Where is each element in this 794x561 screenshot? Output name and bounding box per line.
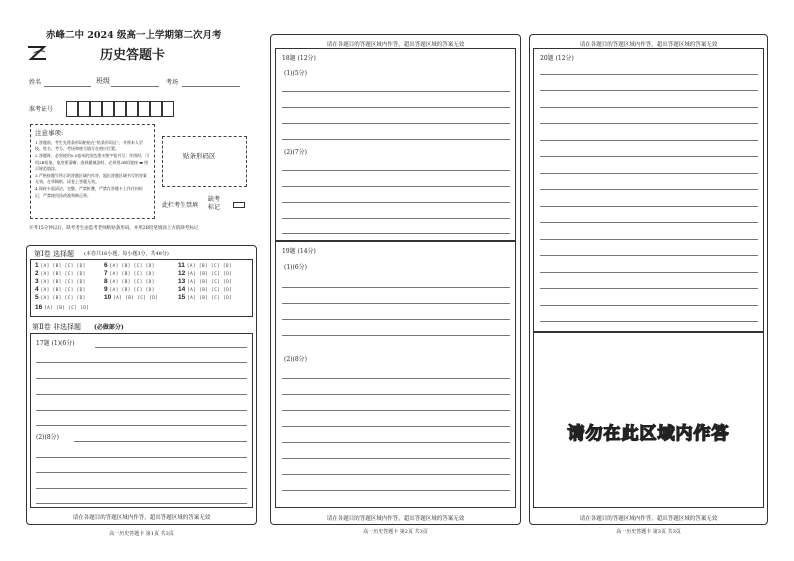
id-cell[interactable]	[126, 101, 138, 117]
q19-answer-box	[275, 241, 516, 508]
answer-bubbles[interactable]: [A] [B] [C] [D]	[40, 280, 86, 285]
section1-title: 第Ⅰ卷 选择题	[34, 250, 74, 258]
answer-line[interactable]	[282, 218, 510, 219]
answer-region-warning: 请在各题目的答题区域内作答，超出答题区域的答案无效	[72, 515, 211, 521]
supervisor-note: 开考15分钟以后，缺考考生由监考老师粘贴条形码，并用2B铅笔填涂上方的缺考标记	[29, 226, 199, 231]
answer-line[interactable]	[540, 239, 758, 240]
question-number: 2	[35, 270, 39, 277]
name-label: 姓名	[29, 79, 42, 86]
answer-line[interactable]	[36, 425, 247, 426]
school-logo-icon	[26, 43, 48, 63]
answer-line[interactable]	[36, 362, 247, 363]
room-label: 考场	[166, 79, 179, 86]
question-number: 12	[178, 270, 186, 277]
question-number: 9	[104, 286, 108, 293]
answer-line[interactable]	[282, 123, 510, 124]
id-cell[interactable]	[78, 101, 90, 117]
barcode-area[interactable]	[162, 136, 247, 187]
answer-line[interactable]	[540, 74, 758, 75]
answer-line[interactable]	[282, 186, 510, 187]
question-number: 7	[104, 270, 108, 277]
answer-line[interactable]	[282, 319, 510, 320]
q18-part2-label: (2)(7分)	[284, 149, 307, 156]
absent-mark-box[interactable]	[233, 202, 245, 208]
answer-bubbles[interactable]: [A] [B] [C] [D]	[40, 272, 86, 277]
notice-item: 4.保持卡面清洁，完整，严禁折叠，严禁在答题卡上作任何标记，严禁使用涂改液和修正带。	[35, 186, 143, 198]
question-number: 1	[35, 262, 39, 269]
absent-label: 缺考标记	[208, 196, 221, 212]
answer-line[interactable]	[540, 189, 758, 190]
question-number: 15	[178, 294, 186, 301]
page-footer: 高一历史答题卡 第2页 共3页	[363, 529, 428, 535]
answer-line[interactable]	[282, 91, 510, 92]
exam-title: 赤峰二中 2024 级高一上学期第二次月考	[46, 30, 222, 41]
answer-line[interactable]	[540, 123, 758, 124]
answer-line[interactable]	[540, 140, 758, 141]
name-field[interactable]	[44, 86, 91, 87]
q18-label: 18题 (12分)	[282, 55, 316, 62]
answer-line[interactable]	[540, 305, 758, 306]
answer-line[interactable]	[540, 90, 758, 91]
answer-bubbles[interactable]: [A] [B] [C] [D]	[109, 280, 155, 285]
page-footer: 高一历史答题卡 第1页 共3页	[109, 531, 174, 537]
answer-line[interactable]	[540, 255, 758, 256]
id-cell[interactable]	[162, 101, 174, 117]
card-subject-title: 历史答题卡	[100, 48, 166, 63]
choice-column	[178, 262, 232, 302]
answer-bubbles[interactable]: [A] [B] [C] [D]	[40, 264, 86, 269]
answer-line[interactable]	[282, 287, 510, 288]
question-number: 4	[35, 286, 39, 293]
notice-box	[30, 124, 155, 219]
question-number: 16	[35, 304, 43, 311]
answer-line[interactable]	[282, 170, 510, 171]
q17-answer-box	[30, 333, 253, 508]
answer-line[interactable]	[540, 222, 758, 223]
answer-line[interactable]	[282, 107, 510, 108]
question-number: 3	[35, 278, 39, 285]
question-number: 11	[178, 262, 185, 269]
q17-part2-label: (2)(8分)	[36, 434, 59, 441]
choice-column	[35, 262, 86, 302]
choice-column	[35, 304, 89, 311]
answer-bubbles[interactable]: [A] [B] [C] [D]	[113, 296, 159, 301]
question-number: 8	[104, 278, 108, 285]
answer-region-warning: 请在各题目的答题区域内作答，超出答题区域的答案无效	[326, 516, 465, 522]
answer-line[interactable]	[282, 378, 510, 379]
answer-line[interactable]	[282, 426, 510, 427]
choice-column	[104, 262, 158, 302]
q19-part1-label: (1)(6分)	[284, 264, 307, 271]
section2-title: 第Ⅱ卷 非选择题	[32, 323, 81, 331]
answer-line[interactable]	[36, 488, 247, 489]
answer-line[interactable]	[36, 378, 247, 379]
answer-line[interactable]	[282, 233, 510, 234]
answer-line[interactable]	[540, 107, 758, 108]
id-cell[interactable]	[150, 101, 162, 117]
answer-line[interactable]	[36, 472, 247, 473]
no-fill-note: 此栏考生禁填	[162, 202, 199, 209]
answer-line[interactable]	[540, 321, 758, 322]
q19-part2-label: (2)(8分)	[284, 356, 307, 363]
answer-line[interactable]	[74, 441, 247, 442]
notice-item: 2.答题时，必须使用0.5毫米的黑色墨水签字笔书写；作图时，可用2B铅笔，笔迹要清晰；选择题填涂时，必须用2B铅笔按 ▬ 图示规范填涂。	[35, 153, 150, 171]
answer-line[interactable]	[282, 394, 510, 395]
notice-item: 1.答题前，考生先将条形码粘贴在“贴条形码区”，并将本人学校、姓名、考号、考场和座号填写在相应位置。	[35, 140, 143, 152]
id-cell[interactable]	[90, 101, 102, 117]
answer-line[interactable]	[282, 202, 510, 203]
section1-subtitle: (本卷共16小题，每小题3分，共48分)	[84, 251, 169, 257]
answer-line[interactable]	[36, 394, 247, 395]
q19-label: 19题 (14分)	[282, 248, 316, 255]
answer-line[interactable]	[540, 173, 758, 174]
section2-tag: (必做部分)	[94, 324, 124, 331]
answer-line[interactable]	[282, 139, 510, 140]
answer-region-warning: 请在各题目的答题区域内作答，超出答题区域的答案无效	[579, 516, 718, 522]
question-number: 10	[104, 294, 112, 301]
answer-region-warning: 请在各题目的答题区域内作答，超出答题区域的答案无效	[579, 42, 718, 48]
notice-item: 3.严格按题号所示的答题区域内作答，超出答题区域书写的答案无效，在草稿纸、试卷上答题无效。	[35, 172, 147, 185]
answer-bubbles[interactable]: [A] [B] [C] [D]	[109, 288, 155, 293]
answer-bubbles[interactable]: [A] [B] [C] [D]	[44, 306, 90, 311]
answer-line[interactable]	[540, 288, 758, 289]
answer-region-warning: 请在各题目的答题区域内作答，超出答题区域的答案无效	[326, 42, 465, 48]
id-cell[interactable]	[114, 101, 126, 117]
answer-bubbles[interactable]: [A] [B] [C] [D]	[187, 272, 233, 277]
answer-line[interactable]	[282, 458, 510, 459]
id-cell[interactable]	[102, 101, 114, 117]
id-cell[interactable]	[138, 101, 150, 117]
question-number: 13	[178, 278, 186, 285]
answer-bubbles[interactable]: [A] [B] [C] [D]	[40, 288, 86, 293]
notice-title: 注意事项:	[35, 129, 64, 137]
class-label: 班级	[96, 77, 110, 85]
answer-bubbles[interactable]: [A] [B] [C] [D]	[187, 288, 233, 293]
answer-line[interactable]	[282, 410, 510, 411]
q17-label: 17题 (1)(6分)	[36, 340, 75, 347]
id-cell[interactable]	[66, 101, 78, 117]
no-answer-notice: 请勿在此区域内作答	[567, 424, 730, 444]
answer-line[interactable]	[282, 335, 510, 336]
question-number: 6	[104, 262, 108, 269]
answer-line[interactable]	[36, 410, 247, 411]
answer-line[interactable]	[540, 206, 758, 207]
question-number: 5	[35, 294, 39, 301]
answer-bubbles[interactable]: [A] [B] [C] [D]	[109, 264, 155, 269]
answer-line[interactable]	[95, 347, 247, 348]
answer-line[interactable]	[540, 272, 758, 273]
page-footer: 高一历史答题卡 第3页 共3页	[616, 529, 681, 535]
answer-bubbles[interactable]: [A] [B] [C] [D]	[40, 296, 86, 301]
answer-line[interactable]	[36, 503, 247, 504]
answer-line[interactable]	[36, 457, 247, 458]
q20-label: 20题 (12分)	[540, 55, 574, 62]
class-field[interactable]	[111, 86, 159, 87]
barcode-label: 贴条形码区	[183, 152, 216, 160]
answer-bubbles[interactable]: [A] [B] [C] [D]	[109, 272, 155, 277]
q18-part1-label: (1)(5分)	[284, 70, 307, 77]
answer-bubbles[interactable]: [A] [B] [C] [D]	[187, 296, 233, 301]
answer-line[interactable]	[282, 303, 510, 304]
answer-line[interactable]	[282, 442, 510, 443]
question-number: 14	[178, 286, 186, 293]
answer-bubbles[interactable]: [A] [B] [C] [D]	[186, 264, 232, 269]
id-label: 准考证号	[29, 106, 54, 113]
answer-line[interactable]	[282, 474, 510, 475]
room-field[interactable]	[182, 86, 240, 87]
answer-bubbles[interactable]: [A] [B] [C] [D]	[187, 280, 233, 285]
answer-line[interactable]	[540, 156, 758, 157]
answer-line[interactable]	[282, 490, 510, 491]
q18-answer-box	[275, 48, 516, 241]
